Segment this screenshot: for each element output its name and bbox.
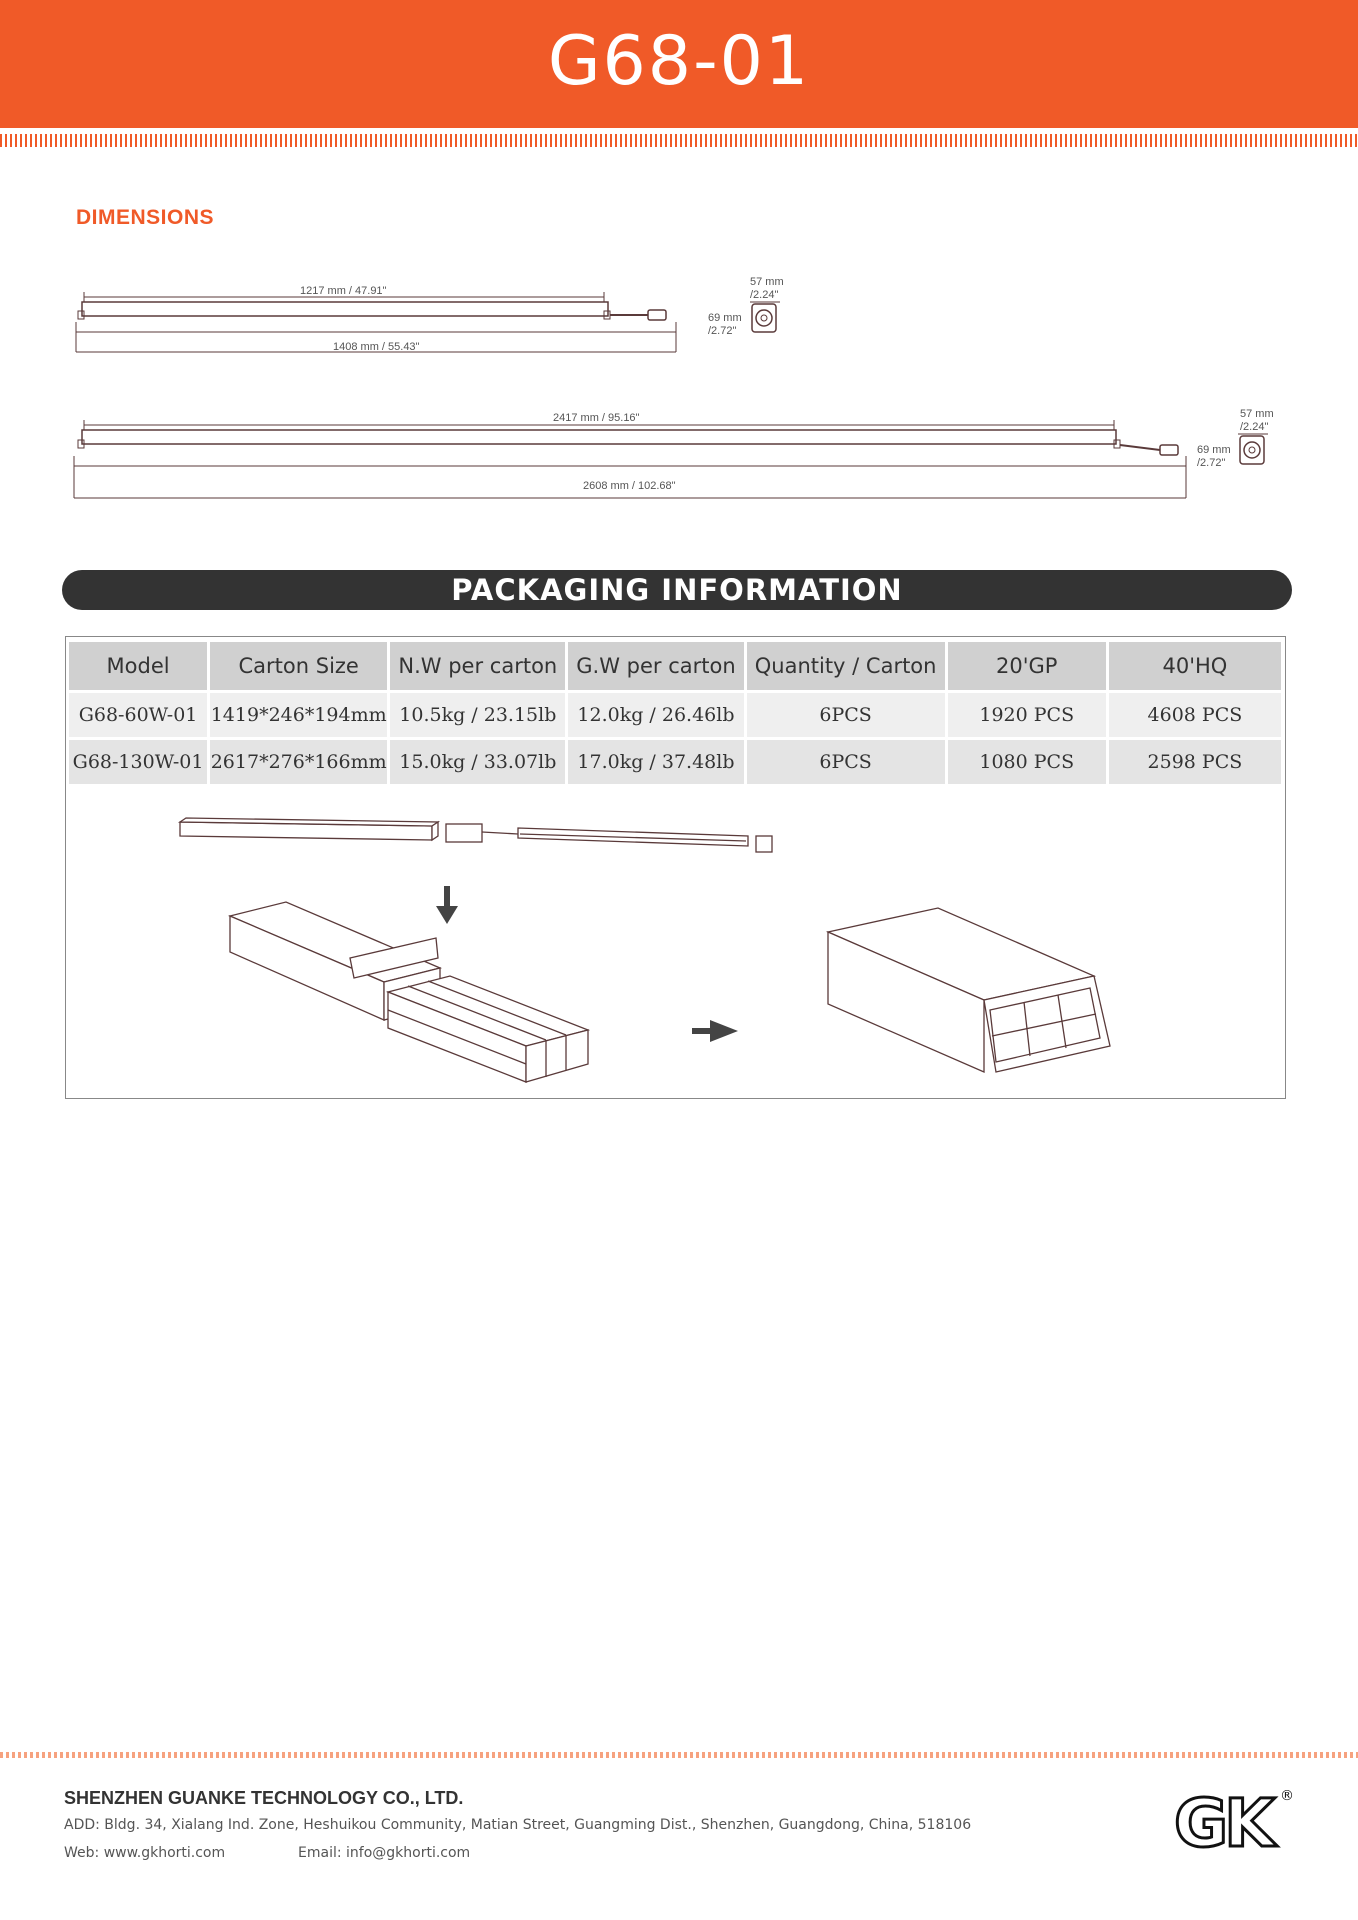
page-title: G68-01 — [547, 22, 811, 101]
large-width-in-label: /2.24" — [1240, 421, 1269, 433]
small-total-length-label: 1408 mm / 55.43" — [333, 341, 420, 353]
small-width-mm-label: 57 mm — [750, 276, 784, 288]
large-connector — [1160, 445, 1178, 455]
table-cell: 6PCS — [747, 693, 945, 737]
packaging-table — [66, 639, 1284, 787]
table-cell: 17.0kg / 37.48lb — [568, 740, 743, 784]
table-row — [69, 693, 1281, 737]
large-inner-length-label: 2417 mm / 95.16" — [553, 412, 640, 424]
packed-carton-illustration — [828, 908, 1110, 1072]
company-address: ADD: Bldg. 34, Xialang Ind. Zone, Heshuikou Community, Matian Street, Guangming Dist., Shenzhen, Guangdong, China, 518106 — [64, 1817, 972, 1833]
small-profile-section — [750, 302, 780, 332]
column-header-gross-weight: G.W per carton — [568, 642, 743, 690]
gk-logo — [1170, 1780, 1300, 1860]
large-width-mm-label: 57 mm — [1240, 408, 1274, 420]
packaging-title: PACKAGING INFORMATION — [451, 573, 903, 607]
large-height-in-label: /2.72" — [1197, 457, 1226, 469]
table-cell: 1080 PCS — [948, 740, 1106, 784]
column-header-20gp: 20'GP — [948, 642, 1106, 690]
table-cell: G68-130W-01 — [69, 740, 207, 784]
small-fixture-drawing — [76, 292, 780, 352]
fixture-parts-illustration — [180, 818, 772, 852]
small-height-mm-label: 69 mm — [708, 312, 742, 324]
table-cell: G68-60W-01 — [69, 693, 207, 737]
email-link[interactable]: Email: info@gkhorti.com — [298, 1845, 471, 1861]
dimension-drawings — [0, 260, 1358, 510]
column-header-net-weight: N.W per carton — [390, 642, 565, 690]
column-header-carton-size: Carton Size — [210, 642, 387, 690]
table-cell: 4608 PCS — [1109, 693, 1281, 737]
packaging-title-bar — [62, 570, 1292, 610]
column-header-40hq: 40'HQ — [1109, 642, 1281, 690]
table-cell: 12.0kg / 26.46lb — [568, 693, 743, 737]
company-name: SHENZHEN GUANKE TECHNOLOGY CO., LTD. — [64, 1788, 464, 1808]
table-cell: 15.0kg / 33.07lb — [390, 740, 565, 784]
right-arrow-icon — [692, 1020, 738, 1042]
table-cell: 1419*246*194mm — [210, 693, 387, 737]
small-inner-length-label: 1217 mm / 47.91" — [300, 285, 387, 297]
column-header-quantity: Quantity / Carton — [747, 642, 945, 690]
down-arrow-icon — [436, 886, 458, 924]
table-cell: 10.5kg / 23.15lb — [390, 693, 565, 737]
table-cell: 1920 PCS — [948, 693, 1106, 737]
header-stripe-divider — [0, 134, 1358, 147]
dimensions-heading: DIMENSIONS — [76, 206, 215, 229]
registered-mark: ® — [1280, 1788, 1294, 1804]
table-row — [69, 740, 1281, 784]
website-link[interactable]: Web: www.gkhorti.com — [64, 1845, 226, 1861]
footer-stripe-divider — [0, 1752, 1358, 1758]
table-cell: 2617*276*166mm — [210, 740, 387, 784]
small-fixture-body — [82, 302, 608, 316]
column-header-model: Model — [69, 642, 207, 690]
table-cell: 2598 PCS — [1109, 740, 1281, 784]
table-header-row — [69, 642, 1281, 690]
product-bundle-illustration — [388, 976, 588, 1082]
packaging-illustration — [0, 780, 1358, 1090]
header-bar — [0, 0, 1358, 128]
small-width-in-label: /2.24" — [750, 289, 779, 301]
table-cell: 6PCS — [747, 740, 945, 784]
large-fixture-body — [82, 430, 1116, 444]
large-profile-section — [1238, 434, 1268, 464]
large-height-mm-label: 69 mm — [1197, 444, 1231, 456]
large-total-length-label: 2608 mm / 102.68" — [583, 480, 676, 492]
logo-text: GK — [1174, 1785, 1272, 1860]
small-height-in-label: /2.72" — [708, 325, 737, 337]
small-connector — [648, 310, 666, 320]
